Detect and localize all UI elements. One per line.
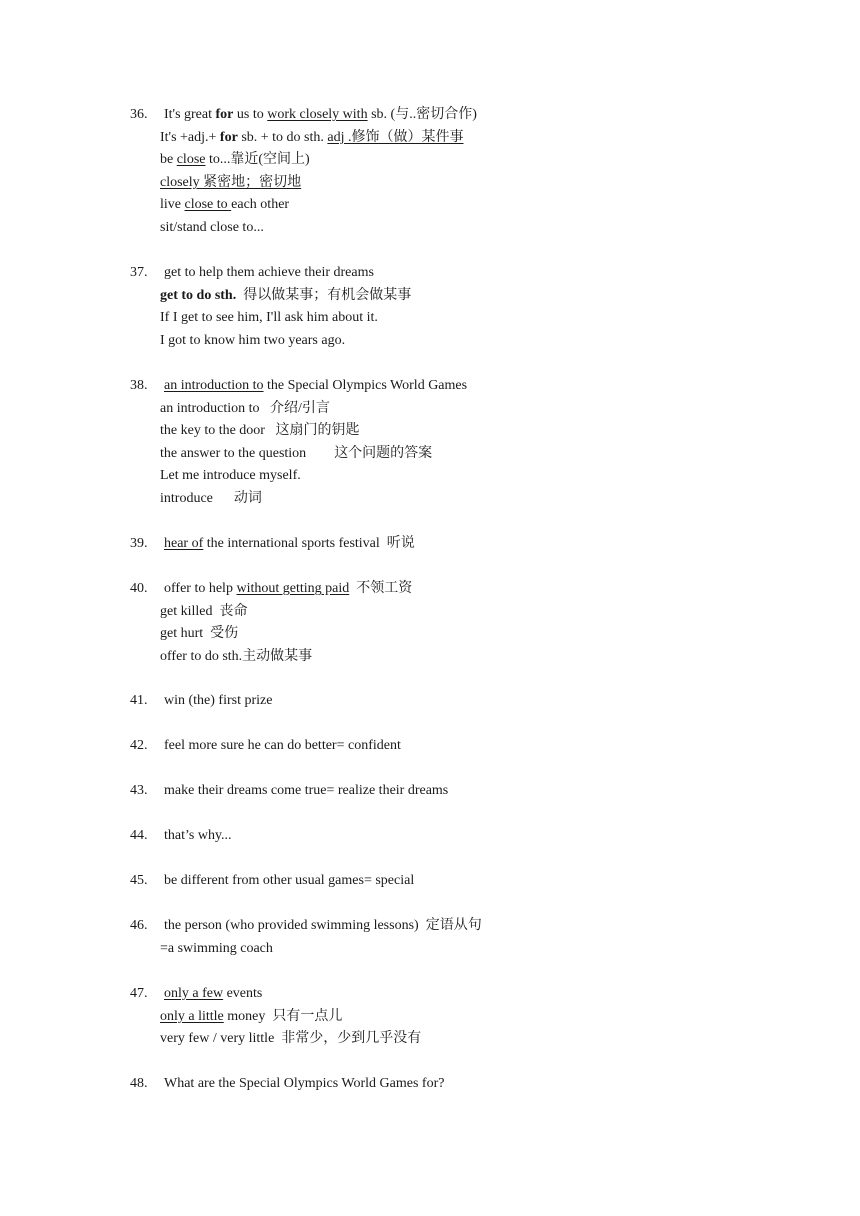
entry-example-line	[160, 421, 359, 441]
entry-example-line	[160, 624, 238, 644]
entry-number: 38.	[130, 378, 148, 393]
text-segment: offer to do sth.主动做某事	[160, 649, 313, 664]
text-segment: money 只有一点儿	[223, 1009, 343, 1024]
entry-example-line	[160, 128, 464, 148]
entry-number: 41.	[130, 693, 148, 708]
text-segment: It's great	[164, 107, 216, 122]
text-segment: live	[160, 197, 185, 212]
text-segment: feel more sure he can do better= confident	[164, 738, 401, 753]
text-segment: the international sports festival 听说	[203, 536, 415, 551]
underlined-phrase: work closely with	[267, 107, 368, 122]
text-segment: 这个问题的答案	[306, 446, 433, 461]
text-segment: 动词	[212, 491, 262, 506]
entry-number: 37.	[130, 265, 148, 280]
entry-heading-line	[164, 736, 401, 756]
text-segment: us to	[233, 107, 268, 122]
underlined-phrase: only a little	[160, 1009, 224, 1024]
entry-heading-line	[164, 534, 415, 554]
entry-heading-line	[164, 376, 467, 396]
entry-example-line	[160, 489, 262, 509]
text-segment: If I get to see him, I'll ask him about it.	[160, 310, 378, 325]
underlined-phrase: close to	[184, 197, 232, 212]
entry-heading-line	[164, 691, 272, 711]
underlined-phrase: adj .修饰（做）某件事	[327, 130, 464, 145]
text-segment: the person (who provided swimming lessons) 定语从句	[164, 918, 482, 933]
entry-number: 47.	[130, 986, 148, 1001]
text-segment: get killed 丧命	[160, 604, 248, 619]
bold-phrase: for	[219, 130, 238, 145]
entry-heading-line	[164, 263, 374, 283]
entry-example-line	[160, 647, 312, 667]
text-segment: sb. + to do sth.	[237, 130, 328, 145]
bold-phrase: get to do sth.	[160, 288, 237, 303]
text-segment: 不领工资	[349, 581, 413, 596]
entry-example-line	[160, 1007, 342, 1027]
text-segment: be	[160, 152, 177, 167]
text-segment: 介绍/引言	[259, 401, 330, 416]
text-segment: Let me introduce myself.	[160, 468, 301, 483]
entry-example-line	[160, 218, 264, 238]
underlined-phrase: an introduction to	[164, 378, 264, 393]
text-segment: very few / very little 非常少，少到几乎没有	[160, 1031, 422, 1046]
text-segment: make their dreams come true= realize their dreams	[164, 783, 449, 798]
entry-number: 46.	[130, 918, 148, 933]
entry-number: 39.	[130, 536, 148, 551]
text-segment: offer to help	[164, 581, 237, 596]
entry-heading-line	[164, 826, 232, 846]
text-segment: get hurt 受伤	[160, 626, 239, 641]
text-segment: to...靠近(空间上)	[205, 152, 310, 167]
text-segment: the Special Olympics World Games	[263, 378, 468, 393]
text-segment: sit/stand close to...	[160, 220, 264, 235]
entry-example-line	[160, 1029, 421, 1049]
entry-number: 42.	[130, 738, 148, 753]
entry-heading-line	[164, 781, 448, 801]
text-segment: get to help them achieve their dreams	[164, 265, 374, 280]
entry-heading-line	[164, 105, 477, 125]
underlined-phrase: without getting paid	[236, 581, 350, 596]
text-segment: win (the) first prize	[164, 693, 273, 708]
entry-heading-line	[164, 871, 414, 891]
entry-example-line	[160, 331, 345, 351]
entry-example-line	[160, 286, 411, 306]
text-segment: the key to the door	[160, 423, 265, 438]
entry-example-line	[160, 173, 301, 193]
underlined-phrase: hear of	[164, 536, 204, 551]
entry-heading-line	[164, 984, 262, 1004]
entry-example-line	[160, 602, 248, 622]
entry-heading-line	[164, 916, 482, 936]
text-segment: I got to know him two years ago.	[160, 333, 346, 348]
entry-number: 36.	[130, 107, 148, 122]
text-segment: 这扇门的钥匙	[264, 423, 360, 438]
entry-example-line	[160, 150, 310, 170]
text-segment: What are the Special Olympics World Games for?	[164, 1076, 445, 1091]
text-segment: that’s why...	[164, 828, 232, 843]
entry-example-line	[160, 939, 273, 959]
entry-example-line	[160, 308, 378, 328]
text-segment: events	[223, 986, 263, 1001]
text-segment: an introduction to	[160, 401, 260, 416]
underlined-phrase: close	[176, 152, 206, 167]
entry-example-line	[160, 444, 432, 464]
text-segment: be different from other usual games= special	[164, 873, 415, 888]
entry-number: 45.	[130, 873, 148, 888]
underlined-phrase: only a few	[164, 986, 224, 1001]
entry-example-line	[160, 399, 330, 419]
entry-example-line	[160, 195, 289, 215]
text-segment: It's +adj.+	[160, 130, 220, 145]
entry-number: 44.	[130, 828, 148, 843]
text-segment: sb. (与..密切合作)	[367, 107, 477, 122]
text-segment: each other	[231, 197, 290, 212]
underlined-phrase: closely 紧密地；密切地	[160, 175, 302, 190]
bold-phrase: for	[215, 107, 234, 122]
entry-example-line	[160, 466, 301, 486]
entry-heading-line	[164, 1074, 444, 1094]
text-segment: =a swimming coach	[160, 941, 273, 956]
text-segment: 得以做某事；有机会做某事	[236, 288, 412, 303]
text-segment: introduce	[160, 491, 213, 506]
entry-number: 48.	[130, 1076, 148, 1091]
entry-heading-line	[164, 579, 412, 599]
entry-number: 40.	[130, 581, 148, 596]
entry-number: 43.	[130, 783, 148, 798]
text-segment: the answer to the question	[160, 446, 307, 461]
